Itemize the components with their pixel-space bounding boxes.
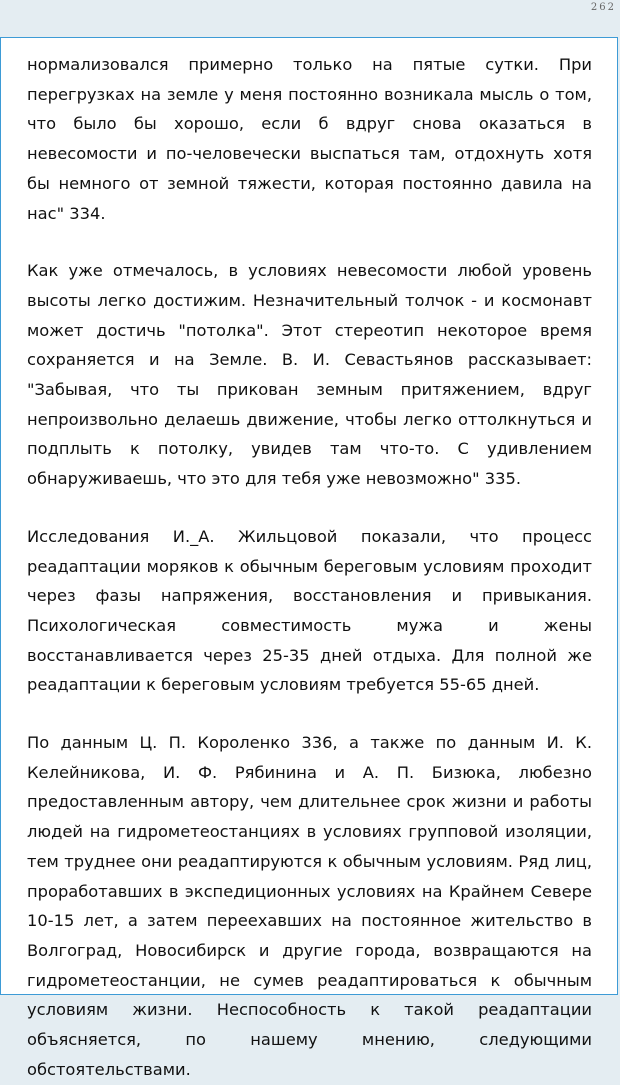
document-page bbox=[0, 37, 618, 1079]
paragraph-4: По данным Ц. П. Короленко 336, а также по данным И. К. Келейникова, И. Ф. Рябинина и А. П. Бизюка, любезно предоставленным автору, чем длительнее срок жизни и работы людей на гидрометеостанциях в условиях групповой изоляции, тем труднее они реадаптируются к обычным условиям. Ряд лиц, проработавших в экспедиционных условиях на Крайнем Севере 10-15 лет, а затем переехавших на постоянное жительство в Волгоград, Новосибирск и другие города, возвращаются на гидрометеостанции, не сумев реадаптироваться к обычным условиям жизни. Неспособность к такой реадаптации объясняется, по нашему мнению, следующими обстоятельствами. bbox=[27, 733, 592, 1079]
page-number: 262 bbox=[590, 2, 616, 13]
paragraph-3: Исследования И._А. Жильцовой показали, что процесс реадаптации моряков к обычным береговым условиям проходит через фазы напряжения, восстановления и привыкания. Психологическая совместимость мужа и жены восстанавливается через 25-35 дней отдыха. Для полной же реадаптации к береговым условиям требуется 55-65 дней. bbox=[27, 526, 592, 695]
paragraph-2: Как уже отмечалось, в условиях невесомости любой уровень высоты легко достижим. Незначительный толчок - и космонавт может достичь "потолка". Этот стереотип некоторое время сохраняется и на Земле. В. И. Севастьянов рассказывает: "Забывая, что ты прикован земным притяжением, вдруг непроизвольно делаешь движение, чтобы легко оттолкнуться и подплыть к потолку, увидев там что-то. С удивлением обнаруживаешь, что это для тебя уже невозможно" 335. bbox=[27, 261, 592, 489]
paragraph-1: нормализовался примерно только на пятые сутки. При перегрузках на земле у меня постоянно возникала мысль о том, что было бы хорошо, если б вдруг снова оказаться в невесомости и по-человечески выспаться там, отдохнуть хотя бы немного от земной тяжести, которая постоянно давила на нас" 334. bbox=[27, 55, 592, 223]
